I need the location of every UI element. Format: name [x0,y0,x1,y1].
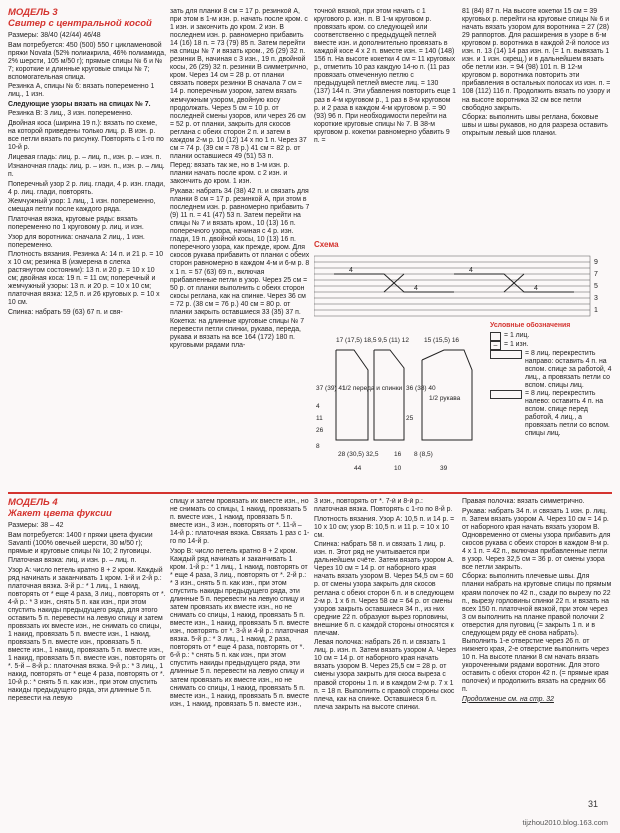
model3-reverse-stockinette: Изнаночная гладь: лиц. р. – изн. п., изн. р. – лиц. п. [8,163,165,179]
scheme-row-9: 9 [594,259,598,266]
model3-yoke-continued: точной вязкой, при этом начать с 1 кругового р. изн. п. В 1-м круговом р. провязать кром. со следующей или соответственно с предыдущей петлей вместе изн. и дополнительно провязать в каждой косе 4 х 2 п. вместе изн. = 140 (148) 156 п. На высоте кокетки 4 см = 11 круговых р., отметить 10 раз каждую 14-ю п. (11 раз провязать отмеченную петлю с предыдущей петлей вместе лиц. = 130 (137) 144 п. Эти убавления повторить еще 1 раз в 4-м круговом р., 1 раз в 8-м круговом р. и 2 раза в каждом 4-м круговом р. = 90 (93) 96 п. При необходимости перейти на короткие круговые спицы № 7. В 38-м круговом р. кокетки равномерно убавить 9 п. = [314,8,456,144]
model3-patterns-heading: Следующие узоры вязать на спицах № 7. [8,100,151,108]
model4-sizes: Размеры: 38 – 42 [8,522,64,529]
dim-top-1: 17 (17,5) 18,5 [336,337,377,344]
dim-top-2: 9,5 (11) 12 [378,337,409,344]
legend-cross-left: = 8 лиц. перекрестить налево: оставить 4 п. на вспом. спице перед работой, 4 лиц., а провязать петли со вспом. спицы лиц. [525,389,610,438]
knit-symbol-icon [490,332,501,341]
dim-side-7: 25 [406,415,414,422]
model3-garter-round: Платочная вязка, круговые ряды: вязать попеременно по 1 круговому р. лиц. и изн. [8,215,144,232]
scheme-label-4c: 4 [469,267,473,274]
pattern-diagram [314,330,486,480]
scheme-label-4b: 4 [414,285,418,292]
model3-materials: Вам потребуется: 450 (500) 550 г цикламеновой пряжи Novata (52% полиакрила, 46% полиамида, 2% шерсти, 105 м/50 г); прямые спицы № 6 и № 7; короткие и длинные круговые спицы № 7; вспомогательная спица. [8,41,166,81]
scheme-label-4a: 4 [349,267,353,274]
model4-gauge: Плотность вязания. Узор А: 10,5 п. и 14 р. = 10 х 10 см; узор В: 10,5 п. и 11 р. = 10 х 10 см. [314,515,455,539]
legend-knit: = 1 лиц. [504,331,530,339]
model3-collar-pattern: Узор для воротника: сначала 2 лиц., 1 изн. попеременно. [8,233,145,249]
dim-side-3: 11 [316,415,323,422]
model4-garter: Платочная вязка: лиц. и изн. р. – лиц. п. [8,557,137,565]
model3-seed-stitch: Жемчужный узор: 1 лиц., 1 изн. попеременно, смещая петли после каждого ряда. [8,198,156,214]
cross-left-icon [490,390,522,399]
cross-right-icon [490,350,522,359]
model4-column-4 [462,498,612,803]
dim-side-1: 37 (39) 41 [316,385,346,392]
model3-column-3 [314,8,456,238]
model3-title: МОДЕЛЬ 3 [8,8,58,18]
model4-pattern-a-cont: спицу и затем провязать их вместе изн., но не снимать со спицы, 1 накид, провязать 5 п. вместе изн., 1 накид, провязать 5 п. вместе изн., 3 изн., повторять от *. 11-й – 14-й р.: платочная вязка. Связать 1 раз с 1-го по 14-й р. [170,498,310,546]
dim-bottom-2: 16 [394,451,402,458]
model4-column-1 [8,498,166,813]
model4-pattern-b-end: 3 изн., повторять от *. 7-й и 8-й р.: платочная вязка. Повторять с 1-го по 8-й р. [314,498,453,514]
model4-assembly: Сборка: выполнить плечевые швы. Для планки набрать на круговые спицы по прямым краям полочек по 42 п., сзади по вырезу по 22 п., вырезу горловины спинки 22 п. и вязать на всех 150 п. платочной вязкой, при этом через 3 см выполнить на планке правой полочки 2 отверстия для пуговиц (= закрыть 1 п. и в следующем ряду её снова набрать). Выполнить 1-е отверстие через 26 п. от нижнего края, 2-е отверстие выполнить через 10 п. На высоте планки 8 см начать вязать укороченными рядами воротник. Для этого оставить с обеих сторон 42 п. (= прямые края полочек) и продолжить вязать на средних 66 п. [462,573,612,694]
scheme-chart [314,252,614,322]
scheme-row-1: 1 [594,307,598,314]
model3-column-2 [170,8,310,488]
site-watermark: tijzhou2010.blog.163.com [522,818,608,827]
scheme-row-5: 5 [594,283,598,290]
model4-back: Спинка: набрать 58 п. и связать 1 лиц. р. изн. п. Этот ряд не учитывается при дальнейшем счёте. Затем вязать узором А. Через 10 см = 14 р. от наборного края начать вязать узором В. Через 54,5 см = 60 р. от смены узора закрыть для скосов реглана с обеих сторон 6 п. и в следующем 2-м р. 1 х 6 п. Через 58 см = 64 р. от смены узоров закрыть оставшиеся 34 п., из них средние 22 п. образуют вырез горловины, внешние 6 п. с каждой стороны относятся к плечам. [314,541,454,637]
dim-side-5: 8 [316,443,320,450]
model3-rib-a: Резинка А, спицы № 6: вязать попеременно 1 лиц., 1 изн. [8,83,155,99]
model3-double-cable: Двойная коса (ширина 19 п.): вязать по схеме, на которой приведены только лиц. р. В изн. р. все петли вязать по рисунку. Повторять с 1-го по 10-й р. [8,119,164,152]
model3-column-4 [462,8,612,238]
model3-gauge: Плотность вязания. Резинка А: 14 п. и 21 р. = 10 х 10 см; резинка В (измерена в слегка растянутом состоянии): 13 п. и 20 р. = 10 х 10 см; двойная коса: 19 п. = 11 см; поперечный и жемчужный узоры: 13 п. и 20 р. = 10 х 10 см; платочная вязка: 12,5 п. и 26 круговых р. = 10 х 10 см. [8,251,164,307]
dim-bottom-3: 8 (8,5) [414,451,433,458]
dim-bottom-5: 10 [394,465,402,472]
dim-bottom-1: 28 (30,5) 32,5 [338,451,379,458]
model3-rib-b: Резинка В: 3 лиц., 3 изн. попеременно. [8,110,133,118]
model4-sleeves: Рукава: набрать 34 п. и связать 1 изн. р. лиц. п. Затем вязать узором А. Через 10 см = 14 р. от наборного края начать вязать узором В. Одновременно от смены узора прибавить для скосов рукава с обеих сторон в каждом 8-м р. 4 х 1 п. = 42 п., включая прибавленные петли в узор. Через 32,5 см = 36 р. от смены узора все петли закрыть. [462,507,611,571]
model3-subtitle: Свитер с центральной косой [8,17,152,29]
legend [490,322,616,482]
model4-continued: Продолжение см. на стр. 32 [462,695,554,703]
model4-materials: Вам потребуется: 1400 г пряжи цвета фуксии Savanti (100% овечьей шерсти, 30 м/50 г); прямые и круговые спицы № 10; 2 пуговицы. [8,531,153,555]
model4-column-2 [170,498,310,813]
model3-front-text: Перед: вязать так же, но в 1-м изн. р. планки начать после кром. с 2 изн. и закончить до кром. 1 изн. [170,162,290,186]
dim-bottom-6: 39 [440,465,448,472]
model3-stockinette: Лицевая гладь: лиц. р. – лиц. п., изн. р. – изн. п. [8,153,162,161]
model4-left-front: Левая полочка: набрать 26 п. и связать 1 лиц. р. изн. п. Затем вязать узором А. Через 10 см = 14 р. от наборного края начать вязать узором В. Через 25,5 см = 28 р. от смены узора закрыть для скоса выреза с правой стороны 1 п. и в каждом 2-м р. 7 х 1 п. = 18 п. Выполнить с правой стороны скос плеча, как на спинке. Оставшиеся 6 п. плеча закрыть на высоте спинки. [314,639,456,711]
page-number: 31 [587,799,598,809]
dim-bottom-4: 44 [354,465,362,472]
scheme-row-3: 3 [594,295,598,302]
model3-yoke-text: Кокетка: на длинные круговые спицы № 7 перевести петли спинки, рукава, переда, рукава и вязать на все 164 (172) 180 п. круговыми рядами пла- [170,318,305,350]
dim-top-3: 15 (15,5) 16 [424,337,460,344]
model4-subtitle: Жакет цвета фуксии [8,507,112,519]
pattern-right-label: 1/2 рукава [429,395,461,402]
legend-title: Условные обозначения [490,322,571,329]
legend-purl: = 1 изн. [504,340,529,348]
model3-back-text: зать для планки 8 см = 17 р. резинкой А, при этом в 1-м изн. р. начать после кром. с 1 изн. и закончить до кром. 2 изн. В последнем изн. р. равномерно прибавить 14 (16) 18 п. = 73 (79) 85 п. Затем перейти на спицы № 7 и вязать кром., 26 (29) 32 п. резинки В, начиная с 3 изн., 19 п. двойной косы, 26 (29) 32 п. резинки В симметрично, кром. Через 14 см = 28 р. от планки связать поверх резинки В сначала 7 см = 14 р. поперечным узором, затем вязать жемчужным узором, двойную косу продолжать. Через 5 см = 10 р. от последней смены узоров, или через 26 см = 52 р. от планки, закрыть для скосов реглана с обеих сторон 2 п. и затем в каждом 2-м р. 10 (12) 14 х по 1 п. Через 37 см = 74 р. (39 см = 78 р.) 41 см = 82 р. от планки оставшиеся 49 (51) 53 п. [170,8,309,160]
scheme-label-4d: 4 [534,285,538,292]
model4-pattern-a: Узор А: число петель кратно 8 + 2 кром. Каждый ряд начинать и заканчивать 1 кром. 1-й и 2-й р.: платочная вязка. 3-й р.: * 1 лиц., 1 накид, повторять от * еще 4 раза, 3 лиц., повторять от *. 4-й р.: * 3 изн., снять 5 п. как изн., при этом спустить накиды предыдущего ряда, для этого оставить 5 п. перевести на левую спицу и затем провязать их вместе изн., не снимать со спицы, 1 накид, провязать 5 п. вместе изн., 1 накид, провязать 5 п. вместе изн., провязать 5 п. вместе изн., 1 накид, провязать 5 п. вместе изн., 1 накид, провязать 5 п. вместе изн., повторять от *. 5-й – 8-й р.: платочная вязка. 9-й р.: * 3 лиц., 1 накид, повторять от * еще 4 раза, повторять от *. 10-й р.: * снять 5 п. как изн., при этом спустить накиды предыдущего ряда, эти длинные 5 п. перевести на левую [8,566,166,703]
dim-side-2: 4 [316,403,320,410]
model4-column-3 [314,498,456,813]
model3-collar-text: 81 (84) 87 п. На высоте кокетки 15 см = 39 круговых р. перейти на круговые спицы № 6 и начать вязать узором для воротника = 27 (28) 29 раппортов. Для расширения в узоре в 6-м круговом р. воротника в каждой 2-й полосе из изн. п. 13 (14) 14 раз изн. п. (= 1 п. вывязать 1 изн. и 1 изн. скрещ.) и в дальнейшем вязать обе петли изн. = 94 (98) 101 п. В 12-м круговом р. воротника повторить эти прибавления в остальных полосах из изн. п. = 108 (112) 116 п. Продолжить вязать по узору и на высоте воротника 32 см все петли свободно закрыть. [462,8,611,112]
dim-side-4: 26 [316,427,324,434]
model4-pattern-b: Узор В: число петель кратно 8 + 2 кром. Каждый ряд начинать и заканчивать 1 кром. 1-й р.: * 1 лиц., 1 накид, повторять от * еще 4 раза, 3 лиц., повторять от *. 2-й р.: * 3 изн., снять 5 п. как изн., при этом спустить накиды предыдущего ряда, эти длинные 5 п. перевести на левую спицу и затем провязать их вместе изн., но не снимать со спицы, 1 накид, провязать 5 п. вместе изн., 1 накид, провязать 5 п. вместе изн., повторять от *. 3-й и 4-й р.: платочная вязка. 5-й р.: * 3 лиц., 1 накид, 2 раза, повторять от * еще 4 раза, повторять от *. 6-й р.: * снять 5 п. как изн., при этом спустить накиды предыдущего ряда, эти длинные 5 п. перевести на левую спицу и затем провязать их вместе изн., но не снимать со спицы, 1 накид, провязать 5 п. вместе изн., 1 накид, провязать 5 п. вместе изн., 1 накид, провязать 5 п. вместе изн., [170,547,310,708]
model4-title: МОДЕЛЬ 4 [8,498,58,508]
model3-sleeves-text: Рукава: набрать 34 (38) 42 п. и связать для планки 8 см = 17 р. резинкой А, при этом в последнем изн. р. равномерно прибавить 7 (9) 11 п. = 41 (47) 53 п. Затем перейти на спицы № 7 и вязать кром., 10 (13) 16 п. поперечного узора, начиная с 4 р. изн. глади, 19 п. двойной косы, 10 (13) 16 п. поперечного узора, как прежде, кром. Для скосов рукава прибавить от планки с обеих сторон равномерно в каждом 4-м и 6-м р. 8 х 1 п. = 57 (63) 69 п., включая прибавленные петли в узор. Через 25 см = 50 р. от планки выполнить с обеих сторон скосы реглана, как на спинке. Через 36 см = 72 р. (38 см = 76 р.) 40 см = 80 р. от планки закрыть оставшиеся 33 (35) 37 п. [170,188,310,316]
model3-column-1 [8,8,166,488]
dim-side-6: 36 (38) 40 [406,385,436,392]
legend-cross-right: = 8 лиц. перекрестить направо: оставить 4 п. на вспом. спице за работой, 4 лиц., а провязать петли со вспом. спицы лиц. [525,349,612,389]
scheme-title: Схема [314,240,339,249]
section-divider [8,492,612,494]
purl-symbol-icon: – [490,341,501,350]
model3-assembly-text: Сборка: выполнить швы реглана, боковые швы и швы рукавов, но для разреза оставить открытым левый шов планки. [462,114,608,138]
model4-right-front: Правая полочка: вязать симметрично. [462,498,585,505]
model3-back-start: Спинка: набрать 59 (63) 67 п. и свя- [8,309,123,316]
pattern-left-label: 1/2 переда и спинки [342,385,403,392]
model3-sizes: Размеры: 38/40 (42/44) 46/48 [8,32,101,39]
model3-cross-pattern: Поперечный узор 2 р. лиц. глади, 4 р. изн. глади, 4 р. лиц. глади, повторять. [8,180,166,196]
scheme-row-7: 7 [594,271,598,278]
